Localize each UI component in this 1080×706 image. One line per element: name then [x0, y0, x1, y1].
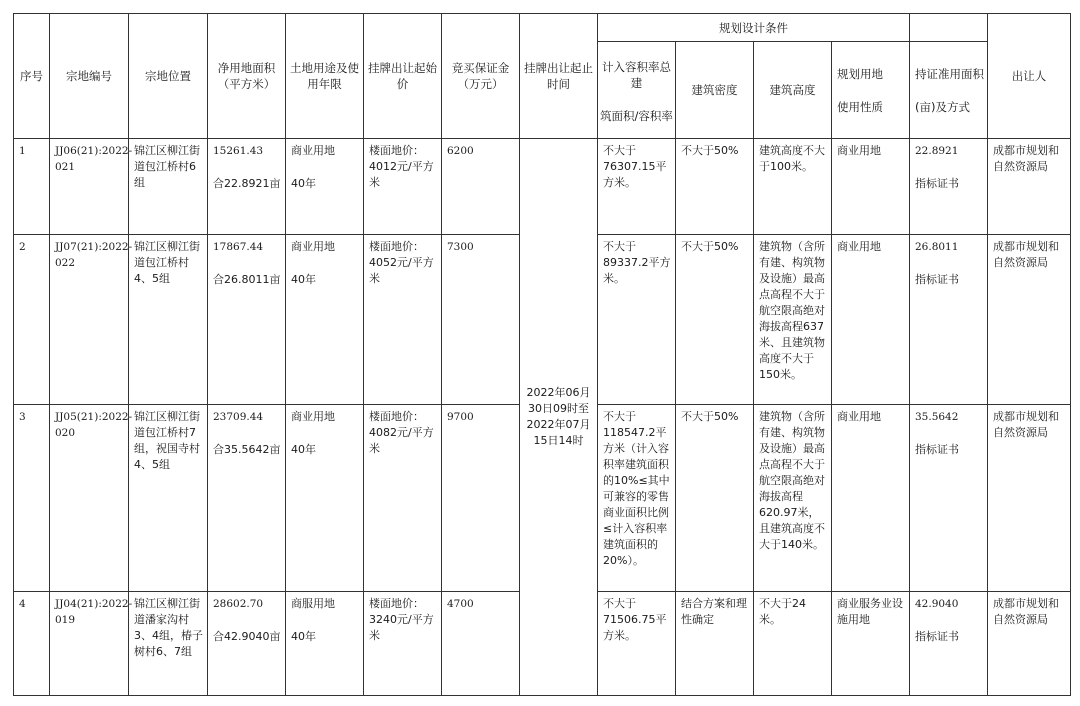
cell-no: 2: [14, 235, 50, 405]
cell-seller: 成都市规划和自然资源局: [988, 139, 1071, 235]
cell-area: [208, 139, 286, 235]
cell-code: JJ07(21):2022-022: [50, 235, 129, 405]
cell-location: 锦江区柳江街道包江桥村7组，祝国寺村4、5组: [129, 405, 208, 592]
cell-usage-type: 商业用地: [291, 144, 335, 157]
cell-cert: [910, 592, 988, 696]
header-cert: [910, 42, 988, 139]
cell-density: 不大于50%: [676, 139, 754, 235]
header-deposit: 竞买保证金（万元）: [442, 14, 520, 139]
cell-usage-years: 40年: [291, 273, 316, 286]
header-time: 挂牌出让起止时间: [520, 14, 598, 139]
cell-cert-area: 22.8921: [915, 145, 959, 157]
header-cert-line1: 持证准用面积: [915, 66, 984, 81]
header-nature: [832, 42, 910, 139]
cell-code: JJ06(21):2022-021: [50, 139, 129, 235]
cell-cert: [910, 405, 988, 592]
cell-start-price: 楼面地价：4012元/平方米: [364, 139, 442, 235]
cell-listing-time: 2022年06月30日09时至2022年07月15日14时: [520, 139, 598, 696]
header-height: 建筑高度: [754, 42, 832, 139]
cell-usage-type: 商服用地: [291, 597, 335, 610]
cell-height: 建筑物（含所有建、构筑物及设施）最高点高程不大于航空限高绝对海拔高程637米、且建筑物高度不大于150米。: [754, 235, 832, 405]
header-usage: 土地用途及使用年限: [286, 14, 364, 139]
header-start-price: 挂牌出让起始价: [364, 14, 442, 139]
cell-nature: 商业用地: [832, 139, 910, 235]
header-no: 序号: [14, 14, 50, 139]
cell-cert-method: 指标证书: [915, 177, 959, 190]
cell-deposit: 9700: [442, 405, 520, 592]
cell-area: [208, 592, 286, 696]
cell-location: 锦江区柳江街道潘家沟村3、4组，椿子树村6、7组: [129, 592, 208, 696]
cell-location: 锦江区柳江街道包江桥村4、5组: [129, 235, 208, 405]
cell-deposit: 7300: [442, 235, 520, 405]
cell-area-sqm: 15261.43: [213, 145, 264, 157]
cell-height: 不大于24米。: [754, 592, 832, 696]
cell-start-price: 楼面地价：4052元/平方米: [364, 235, 442, 405]
cell-cert-method: 指标证书: [915, 630, 959, 643]
cell-area-mu: 合26.8011亩: [213, 273, 281, 286]
cell-usage-type: 商业用地: [291, 410, 335, 423]
cell-cert: [910, 139, 988, 235]
cell-far: 不大于76307.15平方米。: [598, 139, 676, 235]
cell-location: 锦江区柳江街道包江桥村6组: [129, 139, 208, 235]
cell-height: 建筑高度不大于100米。: [754, 139, 832, 235]
header-seller: 出让人: [988, 14, 1071, 139]
cell-no: 1: [14, 139, 50, 235]
cell-usage-type: 商业用地: [291, 240, 335, 253]
cell-cert-area: 26.8011: [915, 241, 959, 253]
cell-code: JJ04(21):2022-019: [50, 592, 129, 696]
cell-usage: [286, 405, 364, 592]
cell-usage: [286, 592, 364, 696]
header-code: 宗地编号: [50, 14, 129, 139]
cell-cert-method: 指标证书: [915, 443, 959, 456]
cell-seller: 成都市规划和自然资源局: [988, 592, 1071, 696]
cell-area-sqm: 28602.70: [213, 598, 264, 610]
cell-deposit: 6200: [442, 139, 520, 235]
cell-cert-area: 42.9040: [915, 598, 959, 610]
header-planning: 规划设计条件: [598, 14, 910, 42]
cell-usage-years: 40年: [291, 443, 316, 456]
header-far-line2: 筑面积/容积率: [600, 108, 673, 123]
header-location: 宗地位置: [129, 14, 208, 139]
land-auction-table: [13, 13, 1071, 696]
header-area: 净用地面积（平方米）: [208, 14, 286, 139]
cell-far: 不大于118547.2平方米（计入容积率建筑面积的10%≤其中可兼容的零售商业面积比例≤计入容积率建筑面积的20%）。: [598, 405, 676, 592]
cell-area-mu: 合35.5642亩: [213, 443, 281, 456]
cell-no: 3: [14, 405, 50, 592]
cell-far: 不大于89337.2平方米。: [598, 235, 676, 405]
cell-cert: [910, 235, 988, 405]
header-nature-line2: 使用性质: [837, 99, 883, 114]
table-row: [14, 139, 1071, 235]
header-cert-line2: (亩)及方式: [915, 99, 970, 114]
cell-start-price: 楼面地价：3240元/平方米: [364, 592, 442, 696]
cell-usage-years: 40年: [291, 177, 316, 190]
cell-seller: 成都市规划和自然资源局: [988, 235, 1071, 405]
header-far-line1: 计入容积率总建: [602, 59, 671, 90]
header-row-1: [14, 14, 1071, 42]
cell-nature: 商业用地: [832, 235, 910, 405]
header-far: [598, 42, 676, 139]
cell-usage: [286, 235, 364, 405]
header-density: 建筑密度: [676, 42, 754, 139]
cell-area-mu: 合22.8921亩: [213, 177, 281, 190]
cell-cert-area: 35.5642: [915, 411, 959, 423]
cell-area: [208, 405, 286, 592]
cell-height: 建筑物（含所有建、构筑物及设施）最高点高程不大于航空限高绝对海拔高程620.97米，且建筑高度不大于140米。: [754, 405, 832, 592]
cell-code: JJ05(21):2022-020: [50, 405, 129, 592]
cell-seller: 成都市规划和自然资源局: [988, 405, 1071, 592]
cell-nature: 商业服务业设施用地: [832, 592, 910, 696]
cell-deposit: 4700: [442, 592, 520, 696]
header-nature-line1: 规划用地: [837, 66, 883, 81]
cell-usage-years: 40年: [291, 630, 316, 643]
cell-area-sqm: 23709.44: [213, 411, 264, 423]
cell-start-price: 楼面地价：4082元/平方米: [364, 405, 442, 592]
header-blank: [910, 14, 988, 42]
cell-no: 4: [14, 592, 50, 696]
cell-area-sqm: 17867.44: [213, 241, 264, 253]
cell-area: [208, 235, 286, 405]
cell-cert-method: 指标证书: [915, 273, 959, 286]
cell-density: 不大于50%: [676, 405, 754, 592]
cell-density: 不大于50%: [676, 235, 754, 405]
cell-usage: [286, 139, 364, 235]
cell-far: 不大于71506.75平方米。: [598, 592, 676, 696]
cell-nature: 商业用地: [832, 405, 910, 592]
cell-density: 结合方案和理性确定: [676, 592, 754, 696]
cell-area-mu: 合42.9040亩: [213, 630, 281, 643]
